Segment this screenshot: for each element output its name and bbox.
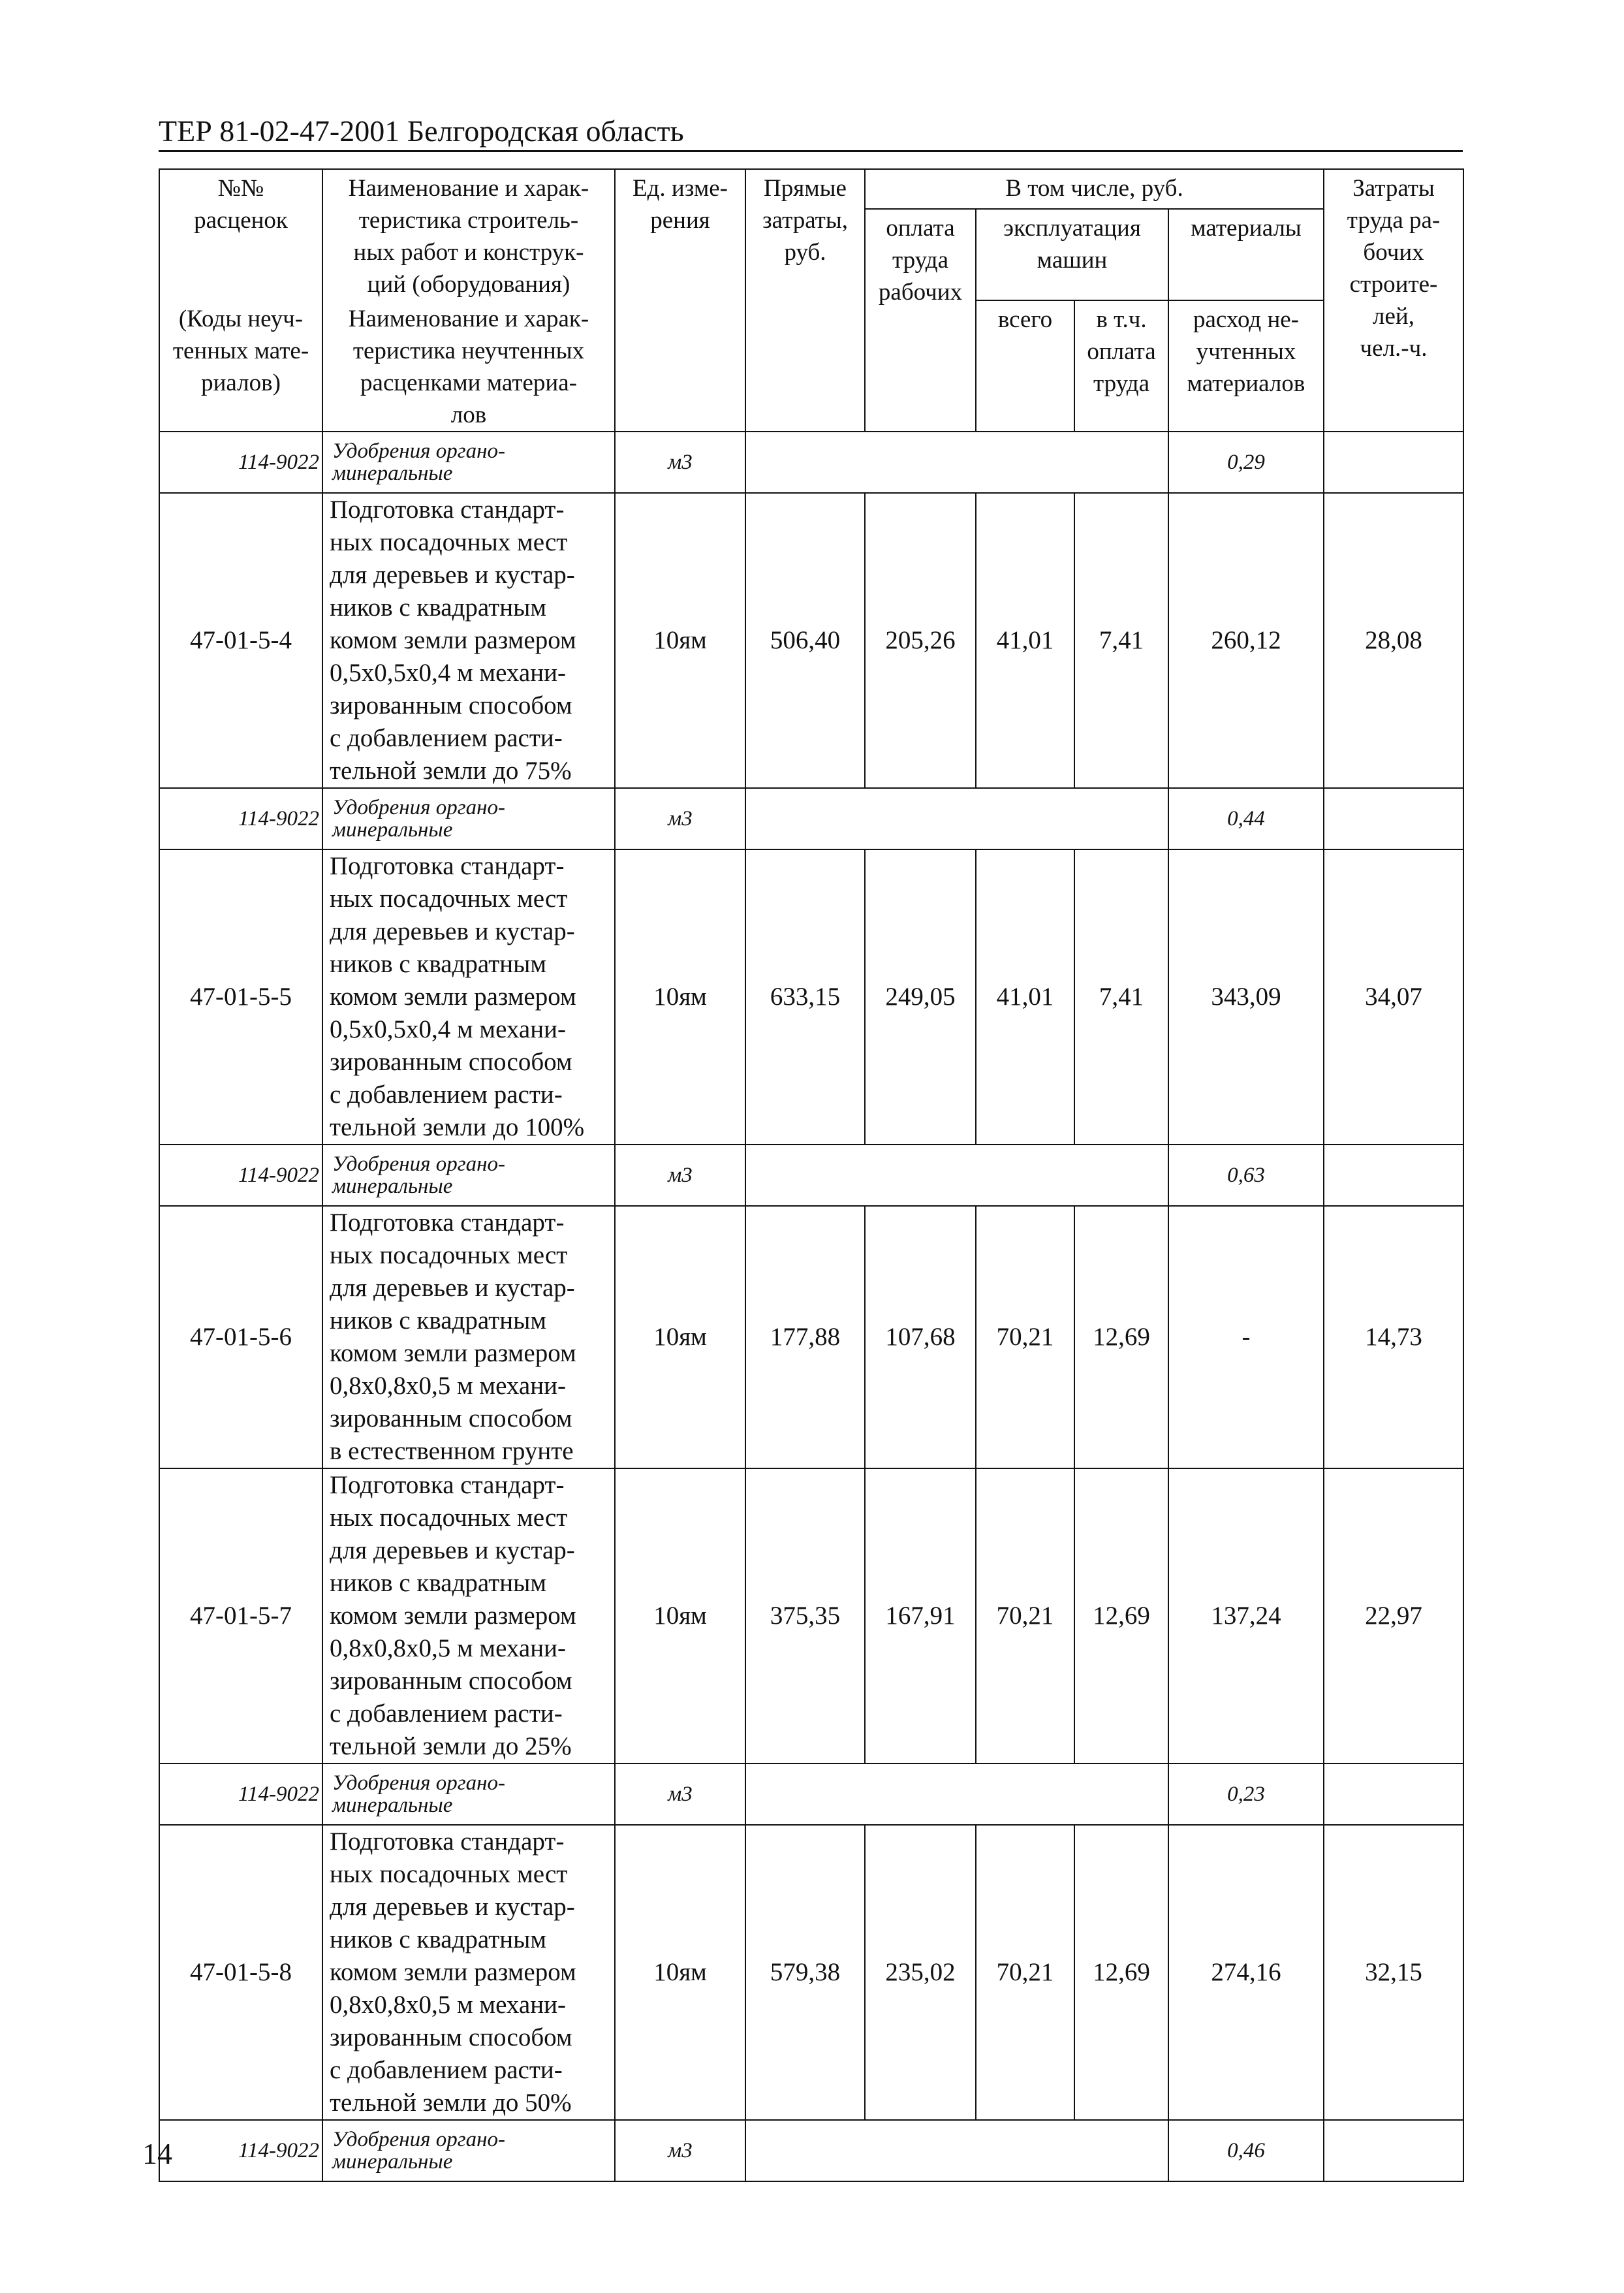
header-including: В том числе, руб. — [865, 169, 1324, 209]
machines-total-value: 41,01 — [976, 849, 1074, 1145]
wages-value: 249,05 — [865, 849, 976, 1145]
material-unit: м3 — [615, 788, 745, 849]
machines-total-value: 41,01 — [976, 493, 1074, 788]
material-code: 114-9022 — [159, 788, 322, 849]
direct-costs-value: 506,40 — [745, 493, 865, 788]
machines-total-value: 70,21 — [976, 1825, 1074, 2120]
material-consumption: 0,44 — [1168, 788, 1324, 849]
rate-code: 47-01-5-5 — [159, 849, 322, 1145]
material-code: 114-9022 — [159, 432, 322, 493]
rate-description: Подготовка стандарт- ных посадочных мест для деревьев и кустар- ников с квадратным комом земли размером 0,5х0,5х0,4 м механи- зированным способом с добавлением расти- тельной земли до 100% — [322, 849, 615, 1145]
materials-value: 260,12 — [1168, 493, 1324, 788]
material-empty-cell — [745, 1145, 1168, 1206]
page-number: 14 — [142, 2137, 172, 2170]
header-machines-wages: в т.ч. оплата труда — [1074, 300, 1168, 432]
labor-value: 32,15 — [1324, 1825, 1463, 2120]
header-machines: эксплуатация машин — [976, 209, 1168, 300]
material-row — [159, 2120, 1463, 2181]
machines-wages-value: 12,69 — [1074, 1825, 1168, 2120]
material-unit: м3 — [615, 1145, 745, 1206]
rate-description: Подготовка стандарт- ных посадочных мест для деревьев и кустар- ников с квадратным комом земли размером 0,8х0,8х0,5 м механи- зированным способом с добавлением расти- тельной земли до 25% — [322, 1468, 615, 1763]
header-unit: Ед. изме- рения — [615, 169, 745, 432]
labor-value: 28,08 — [1324, 493, 1463, 788]
material-empty-labor — [1324, 788, 1463, 849]
material-empty-labor — [1324, 1763, 1463, 1825]
header-machines-total: всего — [976, 300, 1074, 432]
materials-value: 137,24 — [1168, 1468, 1324, 1763]
rate-description: Подготовка стандарт- ных посадочных мест для деревьев и кустар- ников с квадратным комом земли размером 0,5х0,5х0,4 м механи- зированным способом с добавлением расти- тельной земли до 75% — [322, 493, 615, 788]
material-name: Удобрения органо- минеральные — [322, 1145, 615, 1206]
header-name-alt: Наименование и харак- теристика неучтенных расценками материа- лов — [322, 300, 615, 432]
rate-unit: 10ям — [615, 1825, 745, 2120]
rate-row — [159, 1206, 1463, 1468]
material-consumption: 0,29 — [1168, 432, 1324, 493]
machines-total-value: 70,21 — [976, 1206, 1074, 1468]
materials-value: 343,09 — [1168, 849, 1324, 1145]
rate-unit: 10ям — [615, 1206, 745, 1468]
material-code: 114-9022 — [159, 1145, 322, 1206]
material-row — [159, 432, 1463, 493]
header-labor: Затраты труда ра- бочих строите- лей, чел.-ч. — [1324, 169, 1463, 432]
wages-value: 107,68 — [865, 1206, 976, 1468]
rate-row — [159, 1468, 1463, 1763]
machines-wages-value: 7,41 — [1074, 493, 1168, 788]
machines-total-value: 70,21 — [976, 1468, 1074, 1763]
rate-code: 47-01-5-4 — [159, 493, 322, 788]
material-row — [159, 788, 1463, 849]
rate-unit: 10ям — [615, 1468, 745, 1763]
material-empty-labor — [1324, 1145, 1463, 1206]
rate-row — [159, 1825, 1463, 2120]
header-wages: оплата труда рабочих — [865, 209, 976, 432]
header-direct-costs: Прямые затраты, руб. — [745, 169, 865, 432]
wages-value: 205,26 — [865, 493, 976, 788]
labor-value: 14,73 — [1324, 1206, 1463, 1468]
rate-unit: 10ям — [615, 849, 745, 1145]
machines-wages-value: 12,69 — [1074, 1206, 1168, 1468]
document-title: ТЕР 81-02-47-2001 Белгородская область — [159, 114, 684, 148]
direct-costs-value: 375,35 — [745, 1468, 865, 1763]
materials-value: 274,16 — [1168, 1825, 1324, 2120]
material-code: 114-9022 — [159, 1763, 322, 1825]
material-consumption: 0,23 — [1168, 1763, 1324, 1825]
material-row — [159, 1145, 1463, 1206]
rate-code: 47-01-5-6 — [159, 1206, 322, 1468]
machines-wages-value: 7,41 — [1074, 849, 1168, 1145]
header-code: №№ расценок — [159, 169, 322, 300]
material-empty-labor — [1324, 2120, 1463, 2181]
direct-costs-value: 579,38 — [745, 1825, 865, 2120]
rate-description: Подготовка стандарт- ных посадочных мест для деревьев и кустар- ников с квадратным комом земли размером 0,8х0,8х0,5 м механи- зированным способом в естественном грунте — [322, 1206, 615, 1468]
material-unit: м3 — [615, 2120, 745, 2181]
rate-row — [159, 493, 1463, 788]
material-name: Удобрения органо- минеральные — [322, 1763, 615, 1825]
material-empty-labor — [1324, 432, 1463, 493]
page-header — [159, 110, 1463, 152]
rate-row — [159, 849, 1463, 1145]
direct-costs-value: 633,15 — [745, 849, 865, 1145]
header-name: Наименование и харак- теристика строитель- ных работ и конструк- ций (оборудования) — [322, 169, 615, 300]
material-empty-cell — [745, 432, 1168, 493]
material-unit: м3 — [615, 432, 745, 493]
material-empty-cell — [745, 788, 1168, 849]
material-unit: м3 — [615, 1763, 745, 1825]
material-row — [159, 1763, 1463, 1825]
direct-costs-value: 177,88 — [745, 1206, 865, 1468]
rate-description: Подготовка стандарт- ных посадочных мест для деревьев и кустар- ников с квадратным комом земли размером 0,8х0,8х0,5 м механи- зированным способом с добавлением расти- тельной земли до 50% — [322, 1825, 615, 2120]
labor-value: 34,07 — [1324, 849, 1463, 1145]
header-code-alt: (Коды неуч- тенных мате- риалов) — [159, 300, 322, 432]
wages-value: 167,91 — [865, 1468, 976, 1763]
rate-unit: 10ям — [615, 493, 745, 788]
rate-code: 47-01-5-8 — [159, 1825, 322, 2120]
material-name: Удобрения органо- минеральные — [322, 2120, 615, 2181]
rates-table — [159, 168, 1464, 2182]
labor-value: 22,97 — [1324, 1468, 1463, 1763]
header-consumption: расход не- учтенных материалов — [1168, 300, 1324, 432]
material-empty-cell — [745, 2120, 1168, 2181]
material-name: Удобрения органо- минеральные — [322, 788, 615, 849]
material-consumption: 0,63 — [1168, 1145, 1324, 1206]
material-empty-cell — [745, 1763, 1168, 1825]
material-code: 114-9022 — [159, 2120, 322, 2181]
material-consumption: 0,46 — [1168, 2120, 1324, 2181]
material-name: Удобрения органо- минеральные — [322, 432, 615, 493]
header-materials: материалы — [1168, 209, 1324, 300]
rate-code: 47-01-5-7 — [159, 1468, 322, 1763]
wages-value: 235,02 — [865, 1825, 976, 2120]
materials-value: - — [1168, 1206, 1324, 1468]
machines-wages-value: 12,69 — [1074, 1468, 1168, 1763]
